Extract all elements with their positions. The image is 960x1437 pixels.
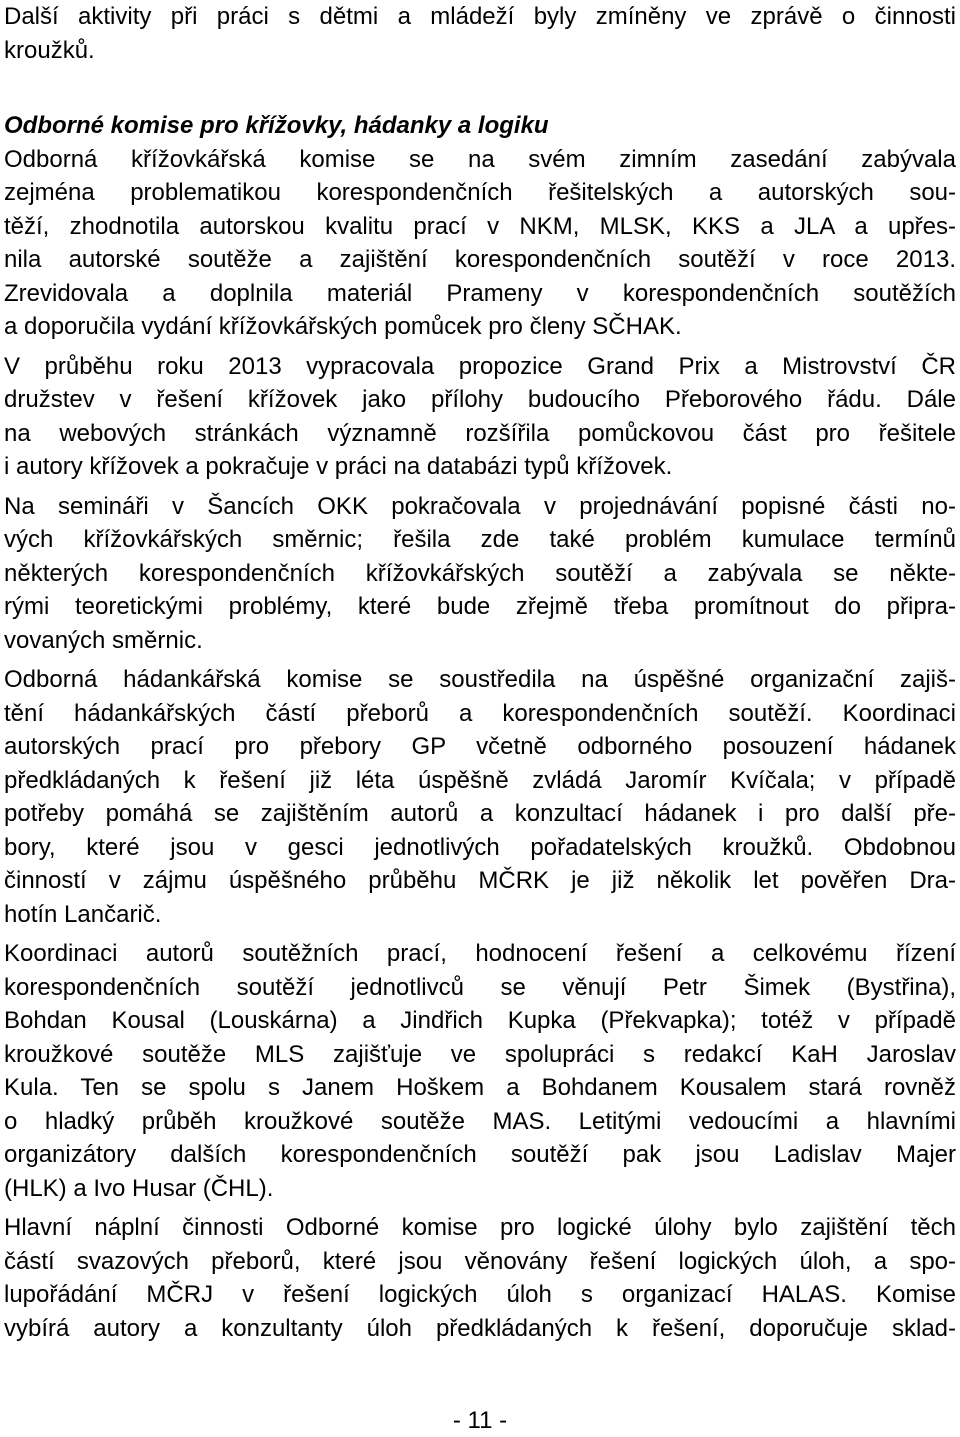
text-line: Další aktivity při práci s dětmi a mládeží byly zmíněny ve zprávě o činnosti: [4, 3, 956, 30]
text-line: družstev v řešení křížovek jako přílohy budoucího Přeborového řádu. Dále: [4, 386, 956, 413]
text-line: vybírá autory a konzultanty úloh předkládaných k řešení, doporučuje sklad-: [4, 1314, 956, 1342]
text-line: vovaných směrnic.: [4, 626, 203, 654]
text-line: Na semináři v Šancích OKK pokračovala v projednávání popisné části no-: [4, 492, 956, 520]
paragraph-logic-commission: [4, 1211, 956, 1345]
text-line: organizátory dalších korespondenčních soutěží pak jsou Ladislav Majer: [4, 1141, 956, 1168]
text-line: vých křížovkářských směrnic; řešila zde také problém kumulace termínů: [4, 526, 956, 553]
text-line: o hladký průběh kroužkové soutěže MAS. Letitými vedoucími a hlavními: [4, 1107, 956, 1135]
text-line: částí svazových přeborů, které jsou věnovány řešení logických úloh, a spo-: [4, 1247, 956, 1275]
text-line: kroužkové soutěže MLS zajišťuje ve spolupráci s redakcí KaH Jaroslav: [4, 1040, 956, 1068]
text-line: rými teoretickými problémy, které bude zřejmě třeba promítnout do připra-: [4, 593, 956, 620]
text-line: tění hádankářských částí přeborů a korespondenčních soutěží. Koordinaci: [4, 699, 956, 727]
text-line: V průběhu roku 2013 vypracovala propozice Grand Prix a Mistrovství ČR: [4, 352, 956, 380]
intro-paragraph: [4, 0, 956, 67]
text-line: Koordinaci autorů soutěžních prací, hodnocení řešení a celkovému řízení: [4, 940, 956, 967]
paragraph-coordination: [4, 937, 956, 1205]
spacer: [4, 67, 956, 109]
text-line: lupořádání MČRJ v řešení logických úloh s organizací HALAS. Komise: [4, 1281, 956, 1308]
paragraph-okk-intro: [4, 143, 956, 344]
text-line: Zrevidovala a doplnila materiál Prameny v korespondenčních soutěžích: [4, 279, 956, 307]
paragraph-2013-work: [4, 350, 956, 484]
paragraph-seminar: [4, 490, 956, 658]
page-number: - 11 -: [452, 1407, 508, 1434]
paragraph-ohk: [4, 663, 956, 931]
text-line: i autory křížovek a pokračuje v práci na databázi typů křížovek.: [4, 453, 673, 480]
text-line: předkládaných k řešení již léta úspěšně zvládá Jaromír Kvíčala; v případě: [4, 766, 956, 794]
text-line: na webových stránkách významně rozšířila pomůckovou část pro řešitele: [4, 419, 956, 447]
text-line: korespondenčních soutěží jednotlivců se věnují Petr Šimek (Bystřina),: [4, 973, 956, 1001]
text-line: Hlavní náplní činnosti Odborné komise pro logické úlohy bylo zajištění těch: [4, 1214, 956, 1241]
text-line: Bohdan Kousal (Louskárna) a Jindřich Kupka (Překvapka); totéž v případě: [4, 1007, 956, 1034]
text-line: Kula. Ten se spolu s Janem Hoškem a Bohdanem Kousalem stará rovněž: [4, 1074, 956, 1101]
text-line: činností v zájmu úspěšného průběhu MČRK je již několik let pověřen Dra-: [4, 867, 956, 894]
text-line: autorských prací pro přebory GP včetně odborného posouzení hádanek: [4, 733, 956, 760]
text-line: Odborná hádankářská komise se soustředila na úspěšné organizační zajiš-: [4, 666, 956, 693]
text-line: hotín Lančarič.: [4, 900, 162, 928]
text-line: nila autorské soutěže a zajištění korespondenčních soutěží v roce 2013.: [4, 246, 956, 273]
text-line: zejména problematikou korespondenčních řešitelských a autorských sou-: [4, 179, 956, 206]
text-line: a doporučila vydání křížovkářských pomůcek pro členy SČHAK.: [4, 313, 682, 340]
document-page: [4, 0, 956, 1345]
text-line: Odborná křížovkářská komise se na svém zimním zasedání zabývala: [4, 145, 956, 173]
text-line: (HLK) a Ivo Husar (ČHL).: [4, 1174, 274, 1202]
text-line: některých korespondenčních křížovkářských soutěží a zabývala se někte-: [4, 559, 956, 587]
text-line: potřeby pomáhá se zajištěním autorů a konzultací hádanek i pro další pře-: [4, 800, 956, 827]
text-line: těží, zhodnotila autorskou kvalitu prací v NKM, MLSK, KKS a JLA a upřes-: [4, 212, 956, 240]
text-line: kroužků.: [4, 36, 95, 64]
text-line: bory, které jsou v gesci jednotlivých pořadatelských kroužků. Obdobnou: [4, 833, 956, 861]
section-heading: Odborné komise pro křížovky, hádanky a logiku: [4, 112, 549, 139]
